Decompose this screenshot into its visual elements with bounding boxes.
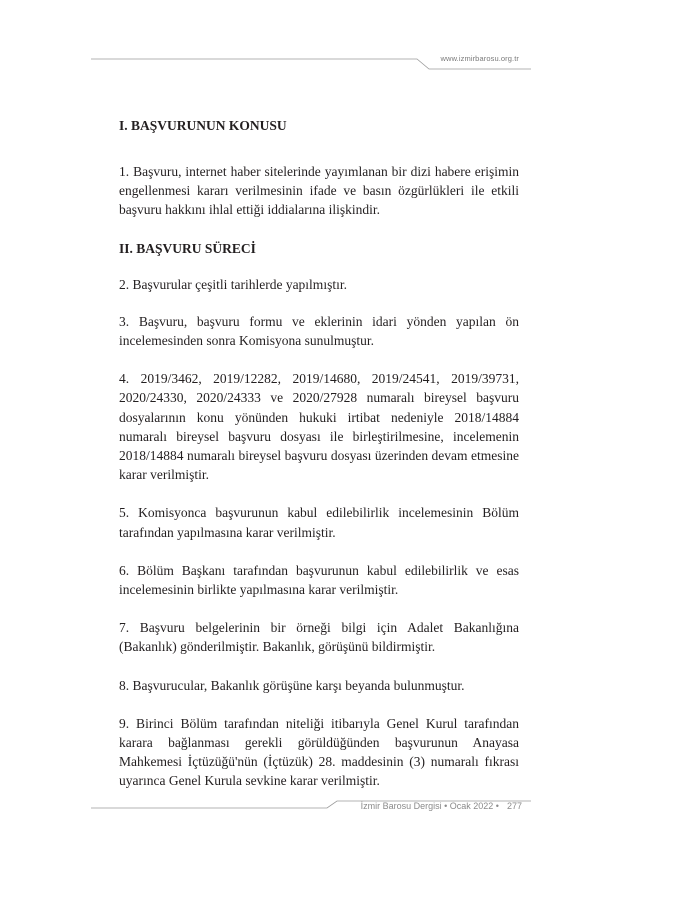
footer-journal: İzmir Barosu Dergisi • Ocak 2022 • bbox=[360, 801, 499, 811]
header-url[interactable]: www.izmirbarosu.org.tr bbox=[440, 54, 519, 63]
paragraph-9: 9. Birinci Bölüm tarafından niteliği itibarıyla Genel Kurul tarafından karara bağlanması gerekli görüldüğünden başvurunun Anayasa Mahkemesi İçtüzüğü'nün (İçtüzük) 28. maddesinin (3) numaralı fıkrası uyarınca Genel Kurula sevkine karar verilmiştir. bbox=[119, 715, 519, 789]
paragraph-6: 6. Bölüm Başkanı tarafından başvurunun kabul edilebilirlik ve esas incelemesinin birlikte yapılmasına karar verilmiştir. bbox=[119, 562, 519, 598]
paragraph-7: 7. Başvuru belgelerinin bir örneği bilgi için Adalet Bakanlığına (Bakanlık) gönderilmiştir. Bakanlık, görüşünü bildirmiştir. bbox=[119, 620, 519, 655]
paragraph-8: 8. Başvurucular, Bakanlık görüşüne karşı beyanda bulunmuştur. bbox=[119, 677, 465, 693]
section-title-subject: I. BAŞVURUNUN KONUSU bbox=[119, 118, 287, 133]
paragraph-2: 2. Başvurular çeşitli tarihlerde yapılmıştır. bbox=[119, 276, 347, 292]
document-body bbox=[119, 116, 519, 791]
section-title-process: II. BAŞVURU SÜRECİ bbox=[119, 240, 256, 256]
footer bbox=[361, 801, 522, 811]
paragraph-4: 4. 2019/3462, 2019/12282, 2019/14680, 2019/24541, 2019/39731, 2020/24330, 2020/24333 ve 2020/27928 numaralı bireysel başvuru dosyalarının konu yönünden hukuki irtibat nedeniyle 2018/14884 numaralı bireysel başvuru dosyası ile birleştirilmesine, incelemenin 2018/14884 numaralı bireysel başvuru dosyası üzerinden devam etmesine karar verilmiştir. bbox=[119, 371, 519, 483]
page-number: 277 bbox=[506, 801, 522, 811]
paragraph-5: 5. Komisyonca başvurunun kabul edilebilirlik incelemesinin Bölüm tarafından yapılmasına karar verilmiştir. bbox=[119, 505, 519, 540]
paragraph-3: 3. Başvuru, başvuru formu ve eklerinin idari yönden yapılan ön incelemesinden sonra Komisyona sunulmuştur. bbox=[119, 313, 519, 349]
paragraph-1: 1. Başvuru, internet haber sitelerinde yayımlanan bir dizi habere erişimin engellenmesi kararı verilmesinin ifade ve basın özgürlükleri ile etkili başvuru hakkını ihlal ettiği iddialarına ilişkindir. bbox=[119, 164, 519, 218]
